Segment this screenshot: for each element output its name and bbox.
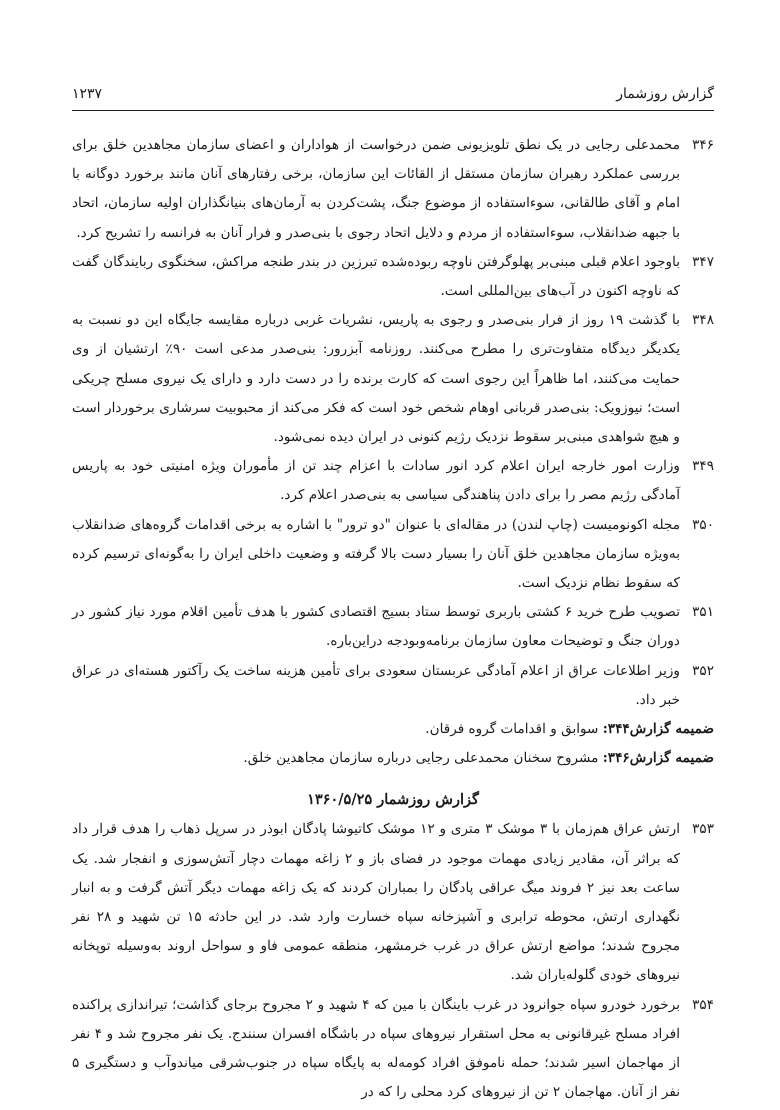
entry-text: باوجود اعلام قبلی مبنی‌بر پهلوگرفتن ناوچه ربوده‌شده تبرزین در بندر طنجه مراکش، سخنگوی ربایندگان گفت که ناوچه اکنون در آب‌های بین‌المللی است. [72,253,680,300]
entry-text: برخورد خودرو سپاه جوانرود در غرب باینگان با مین که ۴ شهید و ۲ مجروح برجای گذاشت؛ تیراندازی پراکنده افراد مسلح غیرقانونی به محل استقرار نیروهای سپاه در باشگاه افسران سنندج. یک نفر مجروح شد و ۴ نفر از مهاجمان اسیر شدند؛ حمله ناموفق افراد کومه‌له به پایگاه سپاه در جنوب‌شرقی میاندوآب و دستگیری ۵ نفر از آنان. مهاجمان ۲ تن از نیروهای کرد محلی را که در [72,996,680,1101]
appendix-label: ضمیمه گزارش۳۴۴: [602,721,714,738]
entry-number: ۳۵۲ [692,662,714,679]
running-title: گزارش روزشمار [616,86,714,102]
entry-text: محمدعلی رجایی در یک نطق تلویزیونی ضمن درخواست از هواداران و اعضای سازمان مجاهدین خلق برای بررسی عملکرد رهبران سازمان مستقل از القائات این سازمان، برخی رفتارهای آنان مانند برخورد دوگانه با امام و آقای طالقانی، سوءاستفاده از موضوع جنگ، پشت‌کردن به آرمان‌های بنیانگذاران اولیه سازمان، اتحاد با جبهه ضدانقلاب، سوءاستفاده از مردم و دلایل اتحاد رجوی با بنی‌صدر و فرار آنان به فرانسه را تشریح کرد. [72,137,680,241]
entry-text: تصویب طرح خرید ۶ کشتی باربری توسط ستاد بسیج اقتصادی کشور با هدف تأمین اقلام مورد نیاز کشور در دوران جنگ و توضیحات معاون سازمان برنامه‌وبودجه دراین‌باره. [72,604,680,650]
entry-number: ۳۴۹ [692,458,714,475]
entry-text: وزیر اطلاعات عراق از اعلام آمادگی عربستان سعودی برای تأمین هزینه ساخت یک رآکتور هسته‌ای در عراق خبر داد. [72,662,680,708]
report-entry [72,598,714,656]
page-header [72,86,714,111]
report-entry [72,131,714,248]
entry-text: با گذشت ۱۹ روز از فرار بنی‌صدر و رجوی به پاریس، نشریات غربی درباره مقایسه جایگاه این دو نسبت به یکدیگر دیدگاه متفاوت‌تری را مطرح می‌کنند. روزنامه آبزرور: بنی‌صدر مدعی است ۹۰٪ ارتشیان از وی حمایت می‌کنند، اما ظاهراً این رجوی است که کارت برنده را در دست دارد و دارای یک نیروی مسلح چریکی است؛ نیوزویک: بنی‌صدر قربانی اوهام شخص خود است که فکر می‌کند از محبوبیت سرشاری برخوردار است و هیچ شواهدی مبنی‌بر سقوط نزدیک رژیم کنونی در ایران دیده نمی‌شود. [72,312,680,446]
appendix-line [72,744,714,773]
entry-text: ارتش عراق هم‌زمان با ۳ موشک ۳ متری و ۱۲ موشک کاتیوشا پادگان ابوذر در سرپل ذهاب را هدف قرار داد که براثر آن، مقادیر زیادی مهمات موجود در فضای باز و ۲ زاغه مهمات دچار آتش‌سوزی و انفجار شد. یک ساعت بعد نیز ۲ فروند میگ عراقی پادگان را بمباران کردند که یک زاغه مهمات دیگر آتش گرفت و به انبار نگهداری ارتش، محوطه ترابری و آشپزخانه سپاه خسارت وارد شد. در این حادثه ۱۵ تن شهید و ۲۸ نفر مجروح شدند؛ مواضع ارتش عراق در غرب خرمشهر، منطقه عمومی فاو و سواحل اروند به‌وسیله توپخانه نیروهای خودی گلوله‌باران شد. [72,821,681,984]
entry-text: مجله اکونومیست (چاپ لندن) در مقاله‌ای با عنوان "دو ترور" با اشاره به برخی اقدامات گروه‌های ضدانقلاب به‌ویژه سازمان مجاهدین خلق آنان را بسیار دست بالا گرفته و وضعیت داخلی ایران را به‌گونه‌ای ترسیم کرده که سقوط نظام نزدیک است. [72,516,680,592]
report-entry [72,815,714,990]
report-entry [72,511,714,599]
entry-number: ۳۵۳ [692,821,714,838]
entry-number: ۳۵۴ [692,996,714,1013]
report-entry [72,452,714,510]
report-entry [72,306,714,452]
entry-number: ۳۴۶ [692,137,714,153]
report-entry [72,248,714,306]
entry-number: ۳۵۱ [692,604,714,621]
appendix-text: سوابق و اقدامات گروه فرقان. [425,721,603,738]
report-entry [72,657,714,715]
page-body [72,131,714,1108]
section-heading: گزارش روزشمار ۱۳۶۰/۵/۲۵ [307,791,479,809]
entry-number: ۳۴۸ [692,312,714,329]
entry-number: ۳۵۰ [692,516,714,533]
appendix-label: ضمیمه گزارش۳۴۶: [602,750,714,767]
appendix-line [72,715,714,744]
report-entry [72,991,714,1108]
entry-text: وزارت امور خارجه ایران اعلام کرد انور سادات با اعزام چند تن از مأموران ویژه امنیتی خود به پاریس آمادگی رژیم مصر را برای دادن پناهندگی سیاسی به بنی‌صدر اعلام کرد. [72,458,680,504]
page-number: ۱۲۳۷ [72,86,103,102]
appendix-text: مشروح سخنان محمدعلی رجایی درباره سازمان مجاهدین خلق. [243,750,603,767]
entry-number: ۳۴۷ [692,253,714,270]
